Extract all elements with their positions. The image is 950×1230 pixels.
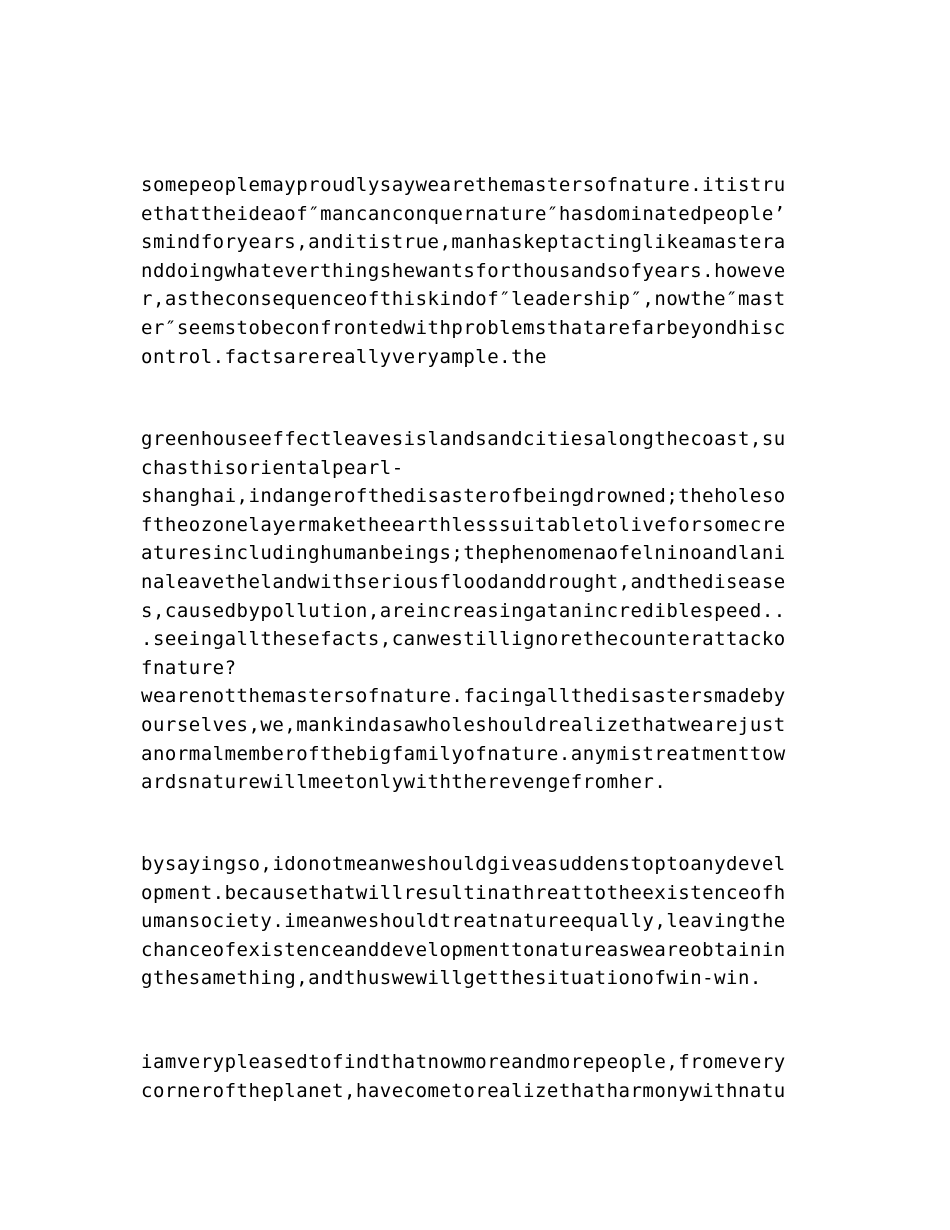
- text-line: gthesamething,andthuswewillgetthesituationofwin-win.: [141, 967, 762, 990]
- text-line: ftheozonelayermaketheearthlesssuitabletoliveforsomecre: [141, 513, 786, 536]
- text-line: .seeingallthesefacts,canwestillignorethecounterattacko: [141, 628, 786, 651]
- text-line: smindforyears,anditistrue,manhaskeptactinglikeamastera: [141, 231, 786, 254]
- text-line: s,causedbypollution,areincreasingatanincrediblespeed..: [141, 599, 786, 622]
- paragraph-4: [141, 1048, 821, 1105]
- paragraph-2: [141, 425, 821, 797]
- text-line: aturesincludinghumanbeings;thephenomenaofelninoandlani: [141, 542, 786, 565]
- text-line: chanceofexistenceanddevelopmenttonatureasweareobtainin: [141, 938, 786, 961]
- paragraph-1: [141, 171, 821, 371]
- text-line: ourselves,we,mankindasawholeshouldrealizethatwearejust: [141, 713, 786, 736]
- text-line: chasthisorientalpearl-: [141, 456, 404, 479]
- text-line: somepeoplemayproudlysaywearethemastersofnature.itistru: [141, 174, 786, 196]
- text-line: shanghai,indangerofthedisasterofbeingdrowned;theholeso: [141, 485, 786, 508]
- text-line: anormalmemberofthebigfamilyofnature.anymistreatmenttow: [141, 742, 786, 765]
- text-line: naleavethelandwithseriousfloodanddrought,andthedisease: [141, 570, 786, 593]
- text-line: opment.becausethatwillresultinathreattotheexistenceofh: [141, 881, 786, 904]
- text-line: ardsnaturewillmeetonlywiththerevengefromher.: [141, 771, 667, 794]
- text-line: iamverypleasedtofindthatnowmoreandmorepeople,fromevery: [141, 1051, 786, 1073]
- text-line: fnature?: [141, 656, 237, 679]
- text-line: ontrol.factsarereallyveryample.the: [141, 345, 547, 368]
- text-line: er″seemstobeconfrontedwithproblemsthatarefarbeyondhisc: [141, 316, 786, 339]
- text-line: bysayingso,idonotmeanweshouldgiveasuddenstoptoanydevel: [141, 853, 786, 875]
- text-line: nddoingwhateverthingshewantsforthousandsofyears.howeve: [141, 259, 786, 282]
- text-line: greenhouseeffectleavesislandsandcitiesalongthecoast,su: [141, 428, 786, 450]
- text-line: umansociety.imeanweshouldtreatnatureequally,leavingthe: [141, 910, 786, 933]
- text-line: ethattheideaof″mancanconquernature″hasdominatedpeople’: [141, 202, 786, 225]
- text-line: wearenotthemastersofnature.facingallthedisastersmadeby: [141, 685, 786, 708]
- text-line: r,astheconsequenceofthiskindof″leadership″,nowthe″mast: [141, 288, 786, 311]
- text-line: corneroftheplanet,havecometorealizethatharmonywithnatu: [141, 1079, 786, 1102]
- paragraph-3: [141, 850, 821, 993]
